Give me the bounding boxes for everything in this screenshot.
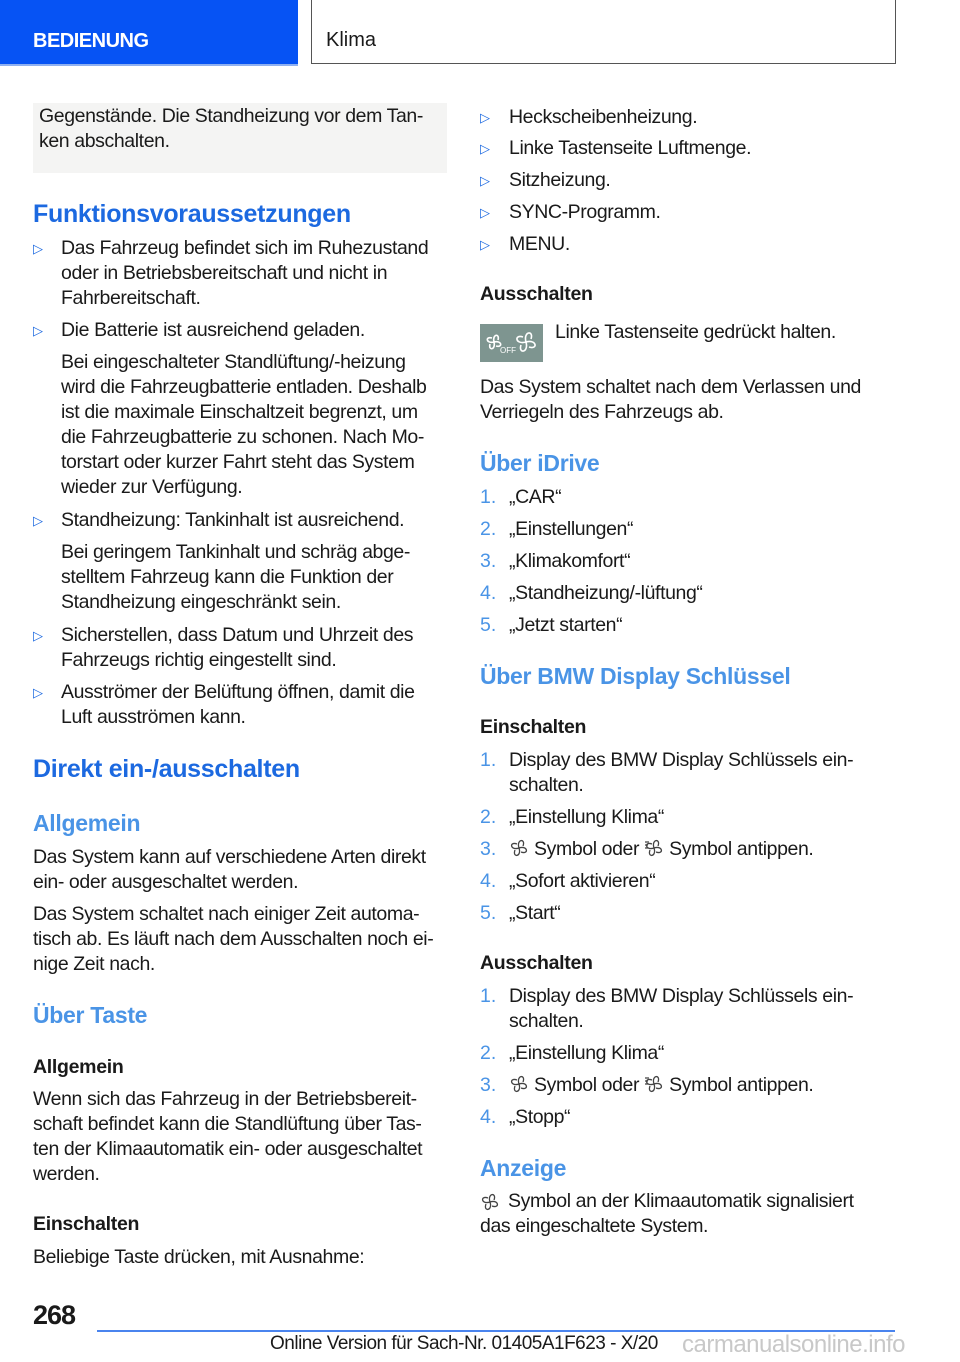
list-item: „Einstellung Klima“ [509, 806, 664, 828]
step-text: Symbol antippen. [669, 838, 814, 860]
bullet-marker: ▷ [33, 513, 43, 528]
list-item: MENU. [509, 233, 570, 255]
fan-icon [509, 838, 529, 860]
bullet-marker: ▷ [33, 685, 43, 700]
chapter-title: Klima [326, 29, 377, 51]
list-item-detail: Bei eingeschalteter Standlüftung/-heizung wird die Fahrzeugbatterie entladen. Deshalb ist die maximale Einschaltzeit begrenzt, um die Fahrzeugbatterie zu schonen. Nach Mo- torstart oder kurzer Fahrt steht das System wieder zur Verfügung. [61, 351, 427, 498]
step-number: 4. [480, 1106, 497, 1128]
step-number: 1. [480, 749, 497, 771]
watermark: carmanualsonline.info [682, 1331, 905, 1358]
subheading-ausschalten: Ausschalten [480, 952, 593, 974]
heading-allgemein: Allgemein [33, 810, 141, 836]
subheading-einschalten: Einschalten [480, 716, 587, 738]
list-item: Sicherstellen, dass Datum und Uhrzeit des Fahrzeugs richtig eingestellt sind. [61, 624, 414, 671]
heading-anzeige: Anzeige [480, 1155, 567, 1181]
heading-funktionsvoraussetzungen: Funktionsvoraussetzungen [33, 200, 351, 228]
step-number: 2. [480, 806, 497, 828]
step-text: Symbol antippen. [669, 1074, 814, 1096]
note-text: Gegenstände. Die Standheizung vor dem Tan- ken abschalten. [39, 105, 423, 152]
list-item: Ausströmer der Belüftung öffnen, damit die Luft ausströmen kann. [61, 681, 415, 728]
paragraph [480, 1189, 854, 1239]
list-item [509, 1073, 813, 1098]
list-item: Sitzheizung. [509, 169, 611, 191]
bullet-marker: ▷ [33, 628, 43, 643]
bullet-marker: ▷ [480, 205, 490, 220]
bullet-marker: ▷ [33, 241, 43, 256]
step-text: Symbol oder [534, 1074, 640, 1096]
step-number: 2. [480, 518, 497, 540]
list-item: „Stopp“ [509, 1106, 571, 1128]
step-number: 1. [480, 486, 497, 508]
list-item: Heckscheibenheizung. [509, 106, 698, 128]
step-number: 3. [480, 838, 497, 860]
bullet-marker: ▷ [33, 323, 43, 338]
heading-ueber-taste: Über Taste [33, 1002, 148, 1028]
list-item-detail: Bei geringem Tankinhalt und schräg abge- stelltem Fahrzeug kann die Funktion der Standheizung eingeschränkt sein. [61, 541, 410, 613]
step-text: Symbol oder [534, 838, 640, 860]
list-item: Linke Tastenseite Luftmenge. [509, 137, 752, 159]
footer-text: Online Version für Sach-Nr. 01405A1F623 - X/20 [270, 1333, 658, 1354]
list-item: Display des BMW Display Schlüssels ein- schalten. [509, 749, 854, 796]
list-item: SYNC-Programm. [509, 201, 661, 223]
list-item: „CAR“ [509, 486, 562, 508]
list-item: „Start“ [509, 902, 561, 924]
step-number: 4. [480, 870, 497, 892]
fan-heat-icon [644, 838, 664, 860]
paragraph: Beliebige Taste drücken, mit Ausnahme: [33, 1246, 365, 1268]
list-item: Standheizung: Tankinhalt ist ausreichend. [61, 509, 405, 531]
bullet-marker: ▷ [480, 110, 490, 125]
step-number: 5. [480, 902, 497, 924]
anzeige-text: Symbol an der Klimaautomatik signalisiert das eingeschaltete System. [480, 1190, 854, 1237]
paragraph: Das System schaltet nach einiger Zeit automa- tisch ab. Es läuft nach dem Ausschalten noch ei- nige Zeit nach. [33, 903, 434, 975]
fan-icon [452, 1191, 500, 1216]
step-number: 3. [480, 550, 497, 572]
subheading-einschalten: Einschalten [33, 1213, 140, 1235]
step-number: 5. [480, 614, 497, 636]
list-item: „Standheizung/-lüftung“ [509, 582, 703, 604]
fan-off-button-icon [480, 324, 543, 362]
page-number: 268 [33, 1300, 76, 1330]
list-item: „Sofort aktivieren“ [509, 870, 656, 892]
list-item: Display des BMW Display Schlüssels ein- schalten. [509, 985, 854, 1032]
bullet-marker: ▷ [480, 173, 490, 188]
list-item [509, 837, 813, 862]
list-item: „Einstellung Klima“ [509, 1042, 664, 1064]
list-item: „Jetzt starten“ [509, 614, 623, 636]
bullet-marker: ▷ [480, 141, 490, 156]
svg-text:OFF: OFF [500, 346, 516, 355]
paragraph: Das System kann auf verschiedene Arten direkt ein- oder ausgeschaltet werden. [33, 846, 426, 893]
heading-direkt: Direkt ein-/ausschalten [33, 755, 300, 783]
icon-description: Linke Tastenseite gedrückt halten. [555, 321, 836, 343]
heading-ueber-bmw-display-schluessel: Über BMW Display Schlüssel [480, 663, 791, 689]
chapter-tab [311, 0, 896, 64]
step-number: 4. [480, 582, 497, 604]
heading-ueber-idrive: Über iDrive [480, 450, 600, 476]
subheading-allgemein: Allgemein [33, 1056, 124, 1078]
subheading-ausschalten: Ausschalten [480, 283, 593, 305]
step-number: 3. [480, 1074, 497, 1096]
list-item: „Einstellungen“ [509, 518, 634, 540]
section-tab [0, 0, 298, 66]
paragraph: Wenn sich das Fahrzeug in der Betriebsbereit- schaft befindet kann die Standlüftung über Tas- ten der Klimaautomatik ein- oder ausgeschaltet werden. [33, 1088, 423, 1185]
paragraph: Das System schaltet nach dem Verlassen und Verriegeln des Fahrzeugs ab. [480, 376, 861, 423]
list-item: „Klimakomfort“ [509, 550, 631, 572]
fan-icon [509, 1074, 529, 1096]
bullet-marker: ▷ [480, 237, 490, 252]
list-item: Die Batterie ist ausreichend geladen. [61, 319, 365, 341]
fan-heat-icon [644, 1074, 664, 1096]
step-number: 2. [480, 1042, 497, 1064]
list-item: Das Fahrzeug befindet sich im Ruhezustand oder in Betriebsbereitschaft und nicht in Fahrbereitschaft. [61, 237, 429, 309]
step-number: 1. [480, 985, 497, 1007]
section-title: BEDIENUNG [33, 30, 149, 52]
